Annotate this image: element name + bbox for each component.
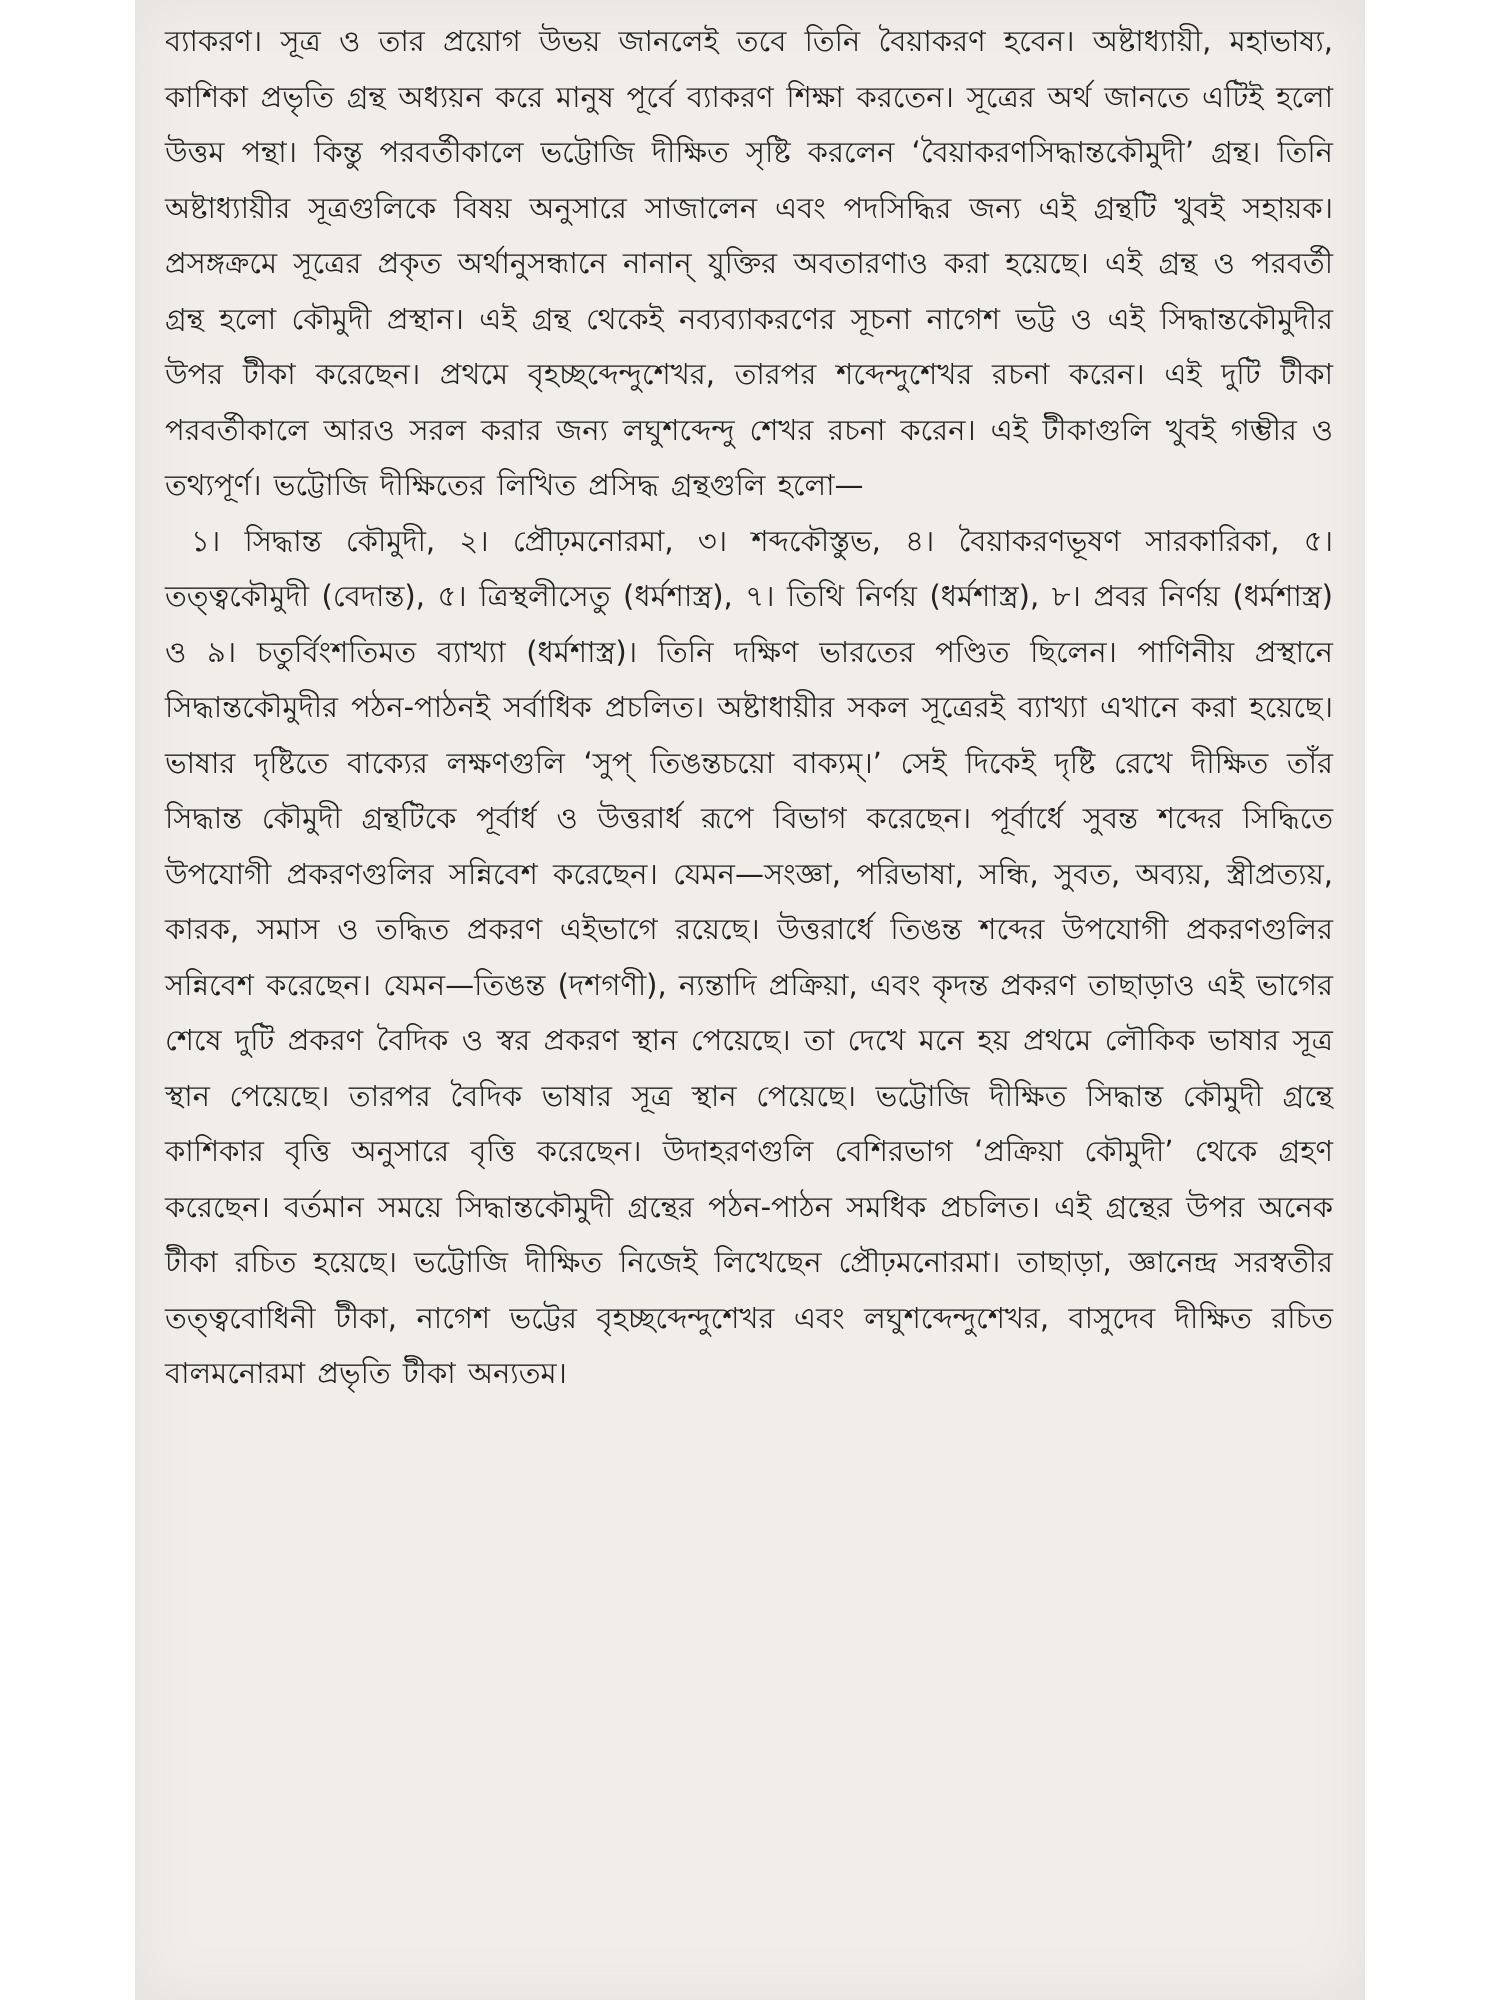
book-page: [135, 0, 1365, 2000]
page-text: [165, 14, 1333, 1402]
paragraph-intro: ব্যাকরণ। সূত্র ও তার প্রয়োগ উভয় জানলেই তবে তিনি বৈয়াকরণ হবেন। অষ্টাধ্যায়ী, মহাভাষ্য, কাশিকা প্রভৃতি গ্রন্থ অধ্যয়ন করে মানুষ পূর্বে ব্যাকরণ শিক্ষা করতেন। সূত্রের অর্থ জানতে এটিই হলো উত্তম পন্থা। কিন্তু পরবর্তীকালে ভট্টোজি দীক্ষিত সৃষ্টি করলেন ‘বৈয়াকরণসিদ্ধান্তকৌমুদী’ গ্রন্থ। তিনি অষ্টাধ্যায়ীর সূত্রগুলিকে বিষয় অনুসারে সাজালেন এবং পদসিদ্ধির জন্য এই গ্রন্থটি খুবই সহায়ক। প্রসঙ্গক্রমে সূত্রের প্রকৃত অর্থানুসন্ধানে নানান্ যুক্তির অবতারণাও করা হয়েছে। এই গ্রন্থ ও পরবর্তী গ্রন্থ হলো কৌমুদী প্রস্থান। এই গ্রন্থ থেকেই নব্যব্যাকরণের সূচনা নাগেশ ভট্ট ও এই সিদ্ধান্তকৌমুদীর উপর টীকা করেছেন। প্রথমে বৃহচ্ছব্দেন্দুশেখর, তারপর শব্দেন্দুশেখর রচনা করেন। এই দুটি টীকা পরবর্তীকালে আরও সরল করার জন্য লঘুশব্দেন্দু শেখর রচনা করেন। এই টীকাগুলি খুবই গম্ভীর ও তথ্যপূর্ণ। ভট্টোজি দীক্ষিতের লিখিত প্রসিদ্ধ গ্রন্থগুলি হলো—: [165, 24, 1333, 502]
paragraph-works-list: ১। সিদ্ধান্ত কৌমুদী, ২। প্রৌঢ়মনোরমা, ৩। শব্দকৌস্তুভ, ৪। বৈয়াকরণভূষণ সারকারিকা, ৫। তত্ত্বকৌমুদী (বেদান্ত), ৫। ত্রিস্থলীসেতু (ধর্মশাস্ত্র), ৭। তিথি নির্ণয় (ধর্মশাস্ত্র), ৮। প্রবর নির্ণয় (ধর্মশাস্ত্র) ও ৯। চতুর্বিংশতিমত ব্যাখ্যা (ধর্মশাস্ত্র)। তিনি দক্ষিণ ভারতের পণ্ডিত ছিলেন। পাণিনীয় প্রস্থানে সিদ্ধান্তকৌমুদীর পঠন-পাঠনই সর্বাধিক প্রচলিত। অষ্টাধায়ীর সকল সূত্রেরই ব্যাখ্যা এখানে করা হয়েছে। ভাষার দৃষ্টিতে বাক্যের লক্ষণগুলি ‘সুপ্ তিঙন্তচয়ো বাক্যম্।’ সেই দিকেই দৃষ্টি রেখে দীক্ষিত তাঁর সিদ্ধান্ত কৌমুদী গ্রন্থটিকে পূর্বার্ধ ও উত্তরার্ধ রূপে বিভাগ করেছেন। পূর্বার্ধে সুবন্ত শব্দের সিদ্ধিতে উপযোগী প্রকরণগুলির সন্নিবেশ করেছেন। যেমন—সংজ্ঞা, পরিভাষা, সন্ধি, সুবত, অব্যয়, স্ত্রীপ্রত্যয়, কারক, সমাস ও তদ্ধিত প্রকরণ এইভাগে রয়েছে। উত্তরার্ধে তিঙন্ত শব্দের উপযোগী প্রকরণগুলির সন্নিবেশ করেছেন। যেমন—তিঙন্ত (দশগণী), ন্যন্তাদি প্রক্রিয়া, এবং কৃদন্ত প্রকরণ তাছাড়াও এই ভাগের শেষে দুটি প্রকরণ বৈদিক ও স্বর প্রকরণ স্থান পেয়েছে। তা দেখে মনে হয় প্রথমে লৌকিক ভাষার সূত্র স্থান পেয়েছে। তারপর বৈদিক ভাষার সূত্র স্থান পেয়েছে। ভট্টোজি দীক্ষিত সিদ্ধান্ত কৌমুদী গ্রন্থে কাশিকার বৃত্তি অনুসারে বৃত্তি করেছেন। উদাহরণগুলি বেশিরভাগ ‘প্রক্রিয়া কৌমুদী’ থেকে গ্রহণ করেছেন। বর্তমান সময়ে সিদ্ধান্তকৌমুদী গ্রন্থের পঠন-পাঠন সমধিক প্রচলিত। এই গ্রন্থের উপর অনেক টীকা রচিত হয়েছে। ভট্টোজি দীক্ষিত নিজেই লিখেছেন প্রৌঢ়মনোরমা। তাছাড়া, জ্ঞানেন্দ্র সরস্বতীর তত্ত্ববোধিনী টীকা, নাগেশ ভট্টের বৃহচ্ছব্দেন্দুশেখর এবং লঘুশব্দেন্দুশেখর, বাসুদেব দীক্ষিত রচিত বালমনোরমা প্রভৃতি টীকা অন্যতম।: [165, 523, 1333, 1390]
